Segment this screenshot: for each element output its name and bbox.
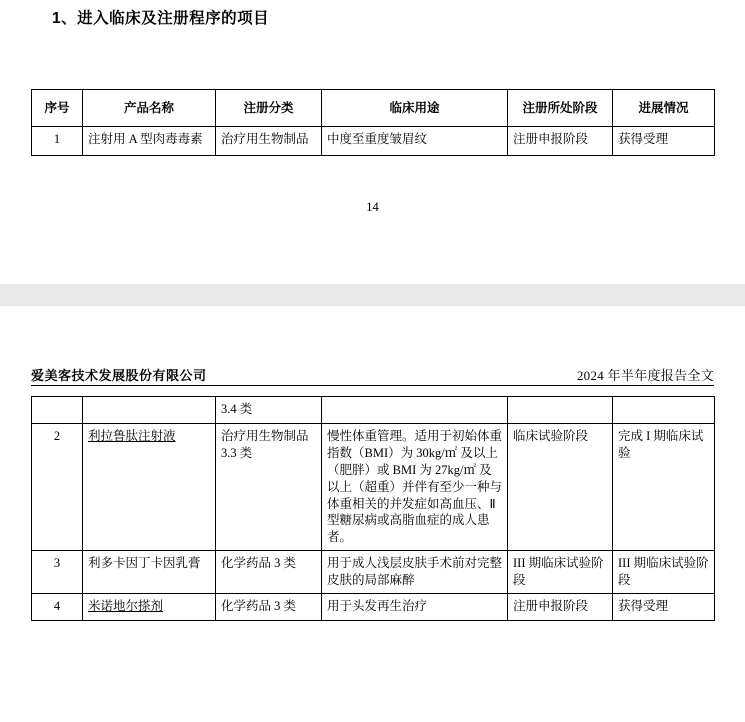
- column-header-no: 序号: [32, 90, 83, 127]
- cell-product: [83, 593, 216, 620]
- cell-progress: 完成 I 期临床试验: [613, 424, 715, 551]
- cell-stage: 注册申报阶段: [508, 593, 613, 620]
- cell-use: 用于头发再生治疗: [322, 593, 508, 620]
- cell-no: 2: [32, 424, 83, 551]
- clinical-projects-table-top: [31, 89, 715, 156]
- cell-stage: 注册申报阶段: [508, 127, 613, 156]
- page-title: 1、进入临床及注册程序的项目: [52, 10, 270, 27]
- column-header-product: 产品名称: [83, 90, 216, 127]
- header-company-name: 爱美客技术发展股份有限公司: [31, 368, 207, 383]
- cell-stage: [508, 397, 613, 424]
- cell-product: [83, 397, 216, 424]
- cell-category: 3.4 类: [216, 397, 322, 424]
- column-header-use: 临床用途: [322, 90, 508, 127]
- table-row: [32, 551, 715, 594]
- table-row: [32, 397, 715, 424]
- cell-no: 3: [32, 551, 83, 594]
- cell-stage: 临床试验阶段: [508, 424, 613, 551]
- table-row: [32, 593, 715, 620]
- cell-progress: [613, 397, 715, 424]
- column-header-stage: 注册所处阶段: [508, 90, 613, 127]
- cell-progress: III 期临床试验阶段: [613, 551, 715, 594]
- page-number: 14: [366, 200, 379, 214]
- cell-category: 化学药品 3 类: [216, 551, 322, 594]
- product-link[interactable]: 米诺地尔搽剂: [88, 598, 164, 613]
- header-report-title: 2024 年半年度报告全文: [576, 368, 714, 383]
- cell-category-line1: 治疗用生物制品: [221, 429, 309, 443]
- cell-category: [216, 424, 322, 551]
- cell-use: [322, 397, 508, 424]
- cell-no: 1: [32, 127, 83, 156]
- column-header-category: 注册分类: [216, 90, 322, 127]
- table-row: [32, 424, 715, 551]
- column-header-progress: 进展情况: [613, 90, 715, 127]
- cell-product: [83, 424, 216, 551]
- cell-product: 注射用 A 型肉毒毒素: [83, 127, 216, 156]
- cell-product: 利多卡因丁卡因乳膏: [83, 551, 216, 594]
- cell-category: 治疗用生物制品: [216, 127, 322, 156]
- page-header: [31, 365, 714, 384]
- product-link[interactable]: 利拉鲁肽注射液: [88, 429, 176, 443]
- page-separator: [0, 284, 745, 306]
- cell-category-line2: 3.3 类: [221, 445, 253, 460]
- cell-stage: III 期临床试验阶段: [508, 551, 613, 594]
- cell-progress: 获得受理: [613, 593, 715, 620]
- cell-no: [32, 397, 83, 424]
- table-row: [32, 127, 715, 156]
- cell-use: 慢性体重管理。适用于初始体重指数（BMI）为 30kg/㎡ 及以上（肥胖）或 BMI 为 27kg/㎡ 及以上（超重）并伴有至少一种与体重相关的并发症如高血压、Ⅱ型糖尿病或高脂血症的成人患者。: [322, 424, 508, 551]
- cell-use: 中度至重度皱眉纹: [322, 127, 508, 156]
- cell-no: 4: [32, 593, 83, 620]
- header-divider: [31, 385, 714, 386]
- clinical-projects-table-bottom: [31, 396, 715, 621]
- table-header-row: [32, 90, 715, 127]
- cell-use: 用于成人浅层皮肤手术前对完整皮肤的局部麻醉: [322, 551, 508, 594]
- cell-category: 化学药品 3 类: [216, 593, 322, 620]
- cell-progress: 获得受理: [613, 127, 715, 156]
